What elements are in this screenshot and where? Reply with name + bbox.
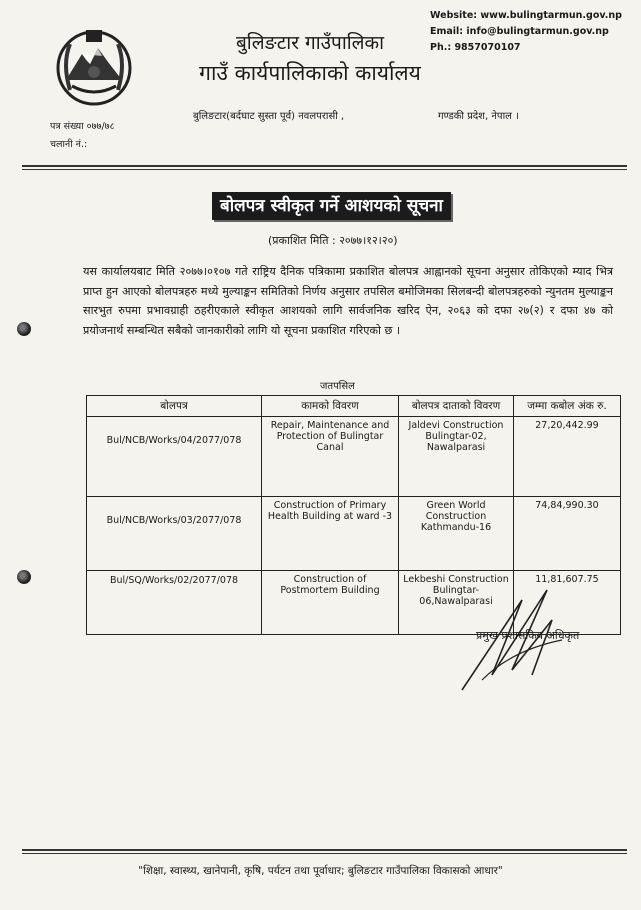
header-divider-thin [22, 169, 627, 170]
footer-divider-thin [22, 853, 627, 854]
binder-hole-icon [17, 570, 31, 584]
header-amount: जम्मा कबोल अंक रु. [514, 396, 621, 417]
table-row [87, 417, 621, 497]
notice-body: यस कार्यालयबाट मिति २०७७।०१०७ गते राष्ट्रिय दैनिक पत्रिकामा प्रकाशित बोलपत्र आह्वानको सूचना अनुसार तोकिएको म्याद भित्र प्राप्त हुन आएको बोलपत्रहरु मध्ये मुल्याङ्कन समितिको निर्णय अनुसार तपसिल बमोजिमका सिलबन्दी बोलपत्रहरुको न्युनतम मुल्याङ्कन सारभुत रुपमा प्रभावग्राही ठहरीएकाले स्वीकृत आशयको लागि सार्वजनिक खरिद ऐन, २०६३ को दफा २७(२) र दफा ४७ को प्रयोजनार्थ सम्बन्धित सबैको जानकारीको लागि यो सूचना प्रकाशित गरिएको छ । [83, 265, 613, 337]
bid-amount: 74,84,990.30 [514, 497, 621, 571]
bidder-details: Lekbeshi Construction Bulingtar-06,Nawalparasi [399, 571, 514, 635]
organization-name [160, 30, 460, 88]
phone-text: Ph.: 9857070107 [430, 42, 521, 53]
dispatch-number: चलानी नं.: [50, 139, 88, 150]
address-province: गण्डकी प्रदेश, नेपाल । [438, 111, 519, 122]
nepal-emblem-icon [52, 24, 136, 108]
header-divider [22, 165, 627, 167]
header-bid: बोलपत्र [87, 396, 262, 417]
binder-hole-icon [17, 322, 31, 336]
reference-block [50, 118, 115, 154]
header-bidder: बोलपत्र दाताको विवरण [399, 396, 514, 417]
website-text[interactable]: Website: www.bulingtarmun.gov.np [430, 10, 622, 21]
bid-amount: 11,81,607.75 [514, 571, 621, 635]
table-row [87, 497, 621, 571]
address-local: बुलिङटार(बर्दघाट सुस्ता पूर्व) नवलपरासी , [193, 111, 345, 122]
bidder-details: Green World Construction Kathmandu-16 [399, 497, 514, 571]
office-name: गाउँ कार्यपालिकाको कार्यालय [199, 61, 421, 85]
notice-title: बोलपत्र स्वीकृत गर्ने आशयको सूचना [212, 192, 451, 220]
bid-number: Bul/NCB/Works/04/2077/078 [87, 417, 262, 497]
bidder-details: Jaldevi Construction Bulingtar-02, Nawalparasi [399, 417, 514, 497]
municipality-name: बुलिङटार गाउँपालिका [235, 32, 385, 54]
signatory-title: प्रमुख प्रशासकिय अधिकृत [476, 629, 580, 642]
bid-number: Bul/NCB/Works/03/2077/078 [87, 497, 262, 571]
work-description: Construction of Postmortem Building [262, 571, 399, 635]
bid-amount: 27,20,442.99 [514, 417, 621, 497]
email-text[interactable]: Email: info@bulingtarmun.gov.np [430, 26, 609, 37]
schedule-label: जतपसिल [320, 381, 355, 392]
letter-number: पत्र संख्या ०७७/७८ [50, 121, 115, 132]
contact-block [430, 8, 622, 56]
work-description: Repair, Maintenance and Protection of Bulingtar Canal [262, 417, 399, 497]
footer-divider [22, 849, 627, 851]
bid-number: Bul/SQ/Works/02/2077/078 [87, 571, 262, 635]
published-date: (प्रकाशित मिति : २०७७।१२।२०) [268, 234, 398, 247]
footer-slogan: "शिक्षा, स्वास्थ्य, खानेपानी, कृषि, पर्यटन तथा पूर्वाधार; बुलिङटार गाउँपालिका विकासको आधार" [138, 865, 503, 877]
header-work: कामको विवरण [262, 396, 399, 417]
table-header-row [87, 396, 621, 417]
work-description: Construction of Primary Health Building at ward -3 [262, 497, 399, 571]
